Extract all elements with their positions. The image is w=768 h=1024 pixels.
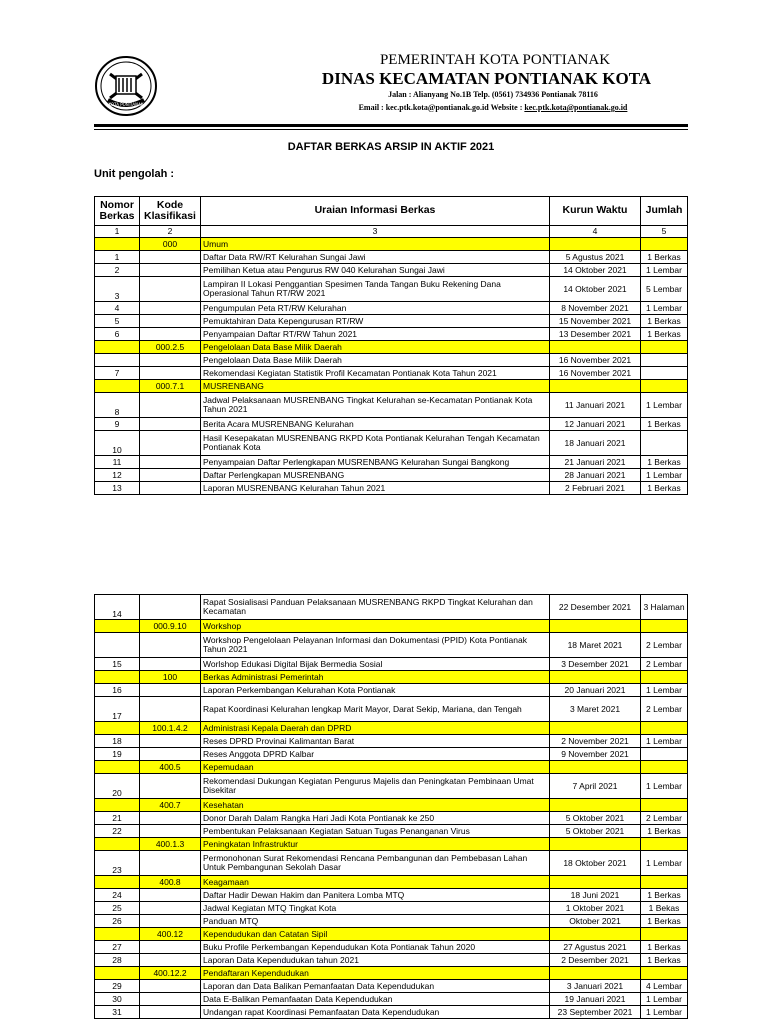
cell-uraian: Umum xyxy=(201,238,550,251)
cell-nomor xyxy=(95,799,140,812)
cell-kurun-waktu: 14 Oktober 2021 xyxy=(550,264,641,277)
cell-kode: 000.2.5 xyxy=(140,341,201,354)
cell-jumlah xyxy=(641,380,688,393)
cell-kode xyxy=(140,315,201,328)
cell-kode xyxy=(140,658,201,671)
cell-jumlah: 1 Lembar xyxy=(641,993,688,1006)
table-row xyxy=(95,774,688,799)
cell-uraian: Pengelolaan Data Base Milik Daerah xyxy=(201,341,550,354)
cell-kurun-waktu: 5 Oktober 2021 xyxy=(550,812,641,825)
cell-kode xyxy=(140,431,201,456)
cell-kode xyxy=(140,915,201,928)
cell-uraian: Berkas Administrasi Pemerintah xyxy=(201,671,550,684)
cell-nomor xyxy=(95,876,140,889)
table-row xyxy=(95,393,688,418)
table-row xyxy=(95,980,688,993)
cell-jumlah: 1 Berkas xyxy=(641,482,688,495)
classification-section-row xyxy=(95,928,688,941)
cell-kurun-waktu: 7 April 2021 xyxy=(550,774,641,799)
cell-kurun-waktu: 2 November 2021 xyxy=(550,735,641,748)
header-rule-thick xyxy=(94,124,688,127)
table-row xyxy=(95,328,688,341)
cell-uraian: Reses Anggota DPRD Kalbar xyxy=(201,748,550,761)
column-header-uraian: Uraian Informasi Berkas xyxy=(201,197,550,226)
cell-jumlah: 4 Lembar xyxy=(641,980,688,993)
cell-jumlah: 1 Berkas xyxy=(641,456,688,469)
document-title: DAFTAR BERKAS ARSIP IN AKTIF 2021 xyxy=(287,141,495,153)
classification-section-row xyxy=(95,380,688,393)
cell-jumlah: 1 Lembar xyxy=(641,774,688,799)
cell-nomor: 15 xyxy=(95,658,140,671)
cell-nomor: 17 xyxy=(95,697,140,722)
cell-nomor xyxy=(95,722,140,735)
cell-kode xyxy=(140,482,201,495)
table-row xyxy=(95,825,688,838)
cell-kurun-waktu: 9 November 2021 xyxy=(550,748,641,761)
cell-jumlah: 1 Lembar xyxy=(641,1006,688,1019)
government-name: PEMERINTAH KOTA PONTIANAK xyxy=(379,52,611,68)
cell-nomor xyxy=(95,354,140,367)
cell-kurun-waktu: 20 Januari 2021 xyxy=(550,684,641,697)
cell-jumlah: 2 Lembar xyxy=(641,658,688,671)
table-row xyxy=(95,684,688,697)
cell-jumlah: 1 Berkas xyxy=(641,954,688,967)
cell-jumlah: 1 Berkas xyxy=(641,328,688,341)
cell-kurun-waktu: 5 Oktober 2021 xyxy=(550,825,641,838)
cell-nomor: 28 xyxy=(95,954,140,967)
cell-kurun-waktu: 2 Februari 2021 xyxy=(550,482,641,495)
cell-uraian: Rapat Sosialisasi Panduan Pelaksanaan MUSRENBANG RKPD Tingkat Kelurahan dan Kecamatan xyxy=(201,595,550,620)
table-row xyxy=(95,735,688,748)
column-number: 4 xyxy=(550,226,641,238)
cell-jumlah: 2 Lembar xyxy=(641,697,688,722)
cell-jumlah xyxy=(641,967,688,980)
cell-kode: 400.7 xyxy=(140,799,201,812)
cell-kurun-waktu: 28 Januari 2021 xyxy=(550,469,641,482)
cell-kode: 100.1.4.2 xyxy=(140,722,201,735)
classification-section-row xyxy=(95,838,688,851)
table-row xyxy=(95,354,688,367)
cell-nomor: 9 xyxy=(95,418,140,431)
table-row xyxy=(95,748,688,761)
cell-kode xyxy=(140,367,201,380)
cell-jumlah: 1 Berkas xyxy=(641,315,688,328)
table-row xyxy=(95,431,688,456)
cell-kode xyxy=(140,393,201,418)
unit-label: Unit pengolah : xyxy=(94,168,175,180)
cell-jumlah: 3 Halaman xyxy=(641,595,688,620)
cell-kurun-waktu xyxy=(550,928,641,941)
cell-nomor: 7 xyxy=(95,367,140,380)
cell-uraian: Pembentukan Pelaksanaan Kegiatan Satuan Tugas Penanganan Virus xyxy=(201,825,550,838)
table-row xyxy=(95,251,688,264)
table-row xyxy=(95,941,688,954)
cell-jumlah: 2 Lembar xyxy=(641,633,688,658)
cell-nomor: 4 xyxy=(95,302,140,315)
cell-uraian: Administrasi Kepala Daerah dan DPRD xyxy=(201,722,550,735)
cell-kurun-waktu xyxy=(550,761,641,774)
cell-kurun-waktu: 18 Oktober 2021 xyxy=(550,851,641,876)
cell-nomor: 13 xyxy=(95,482,140,495)
department-name: DINAS KECAMATAN PONTIANAK KOTA xyxy=(321,69,652,88)
cell-kurun-waktu: 12 Januari 2021 xyxy=(550,418,641,431)
cell-jumlah: 1 Lembar xyxy=(641,684,688,697)
cell-kurun-waktu xyxy=(550,671,641,684)
cell-kurun-waktu: 18 Maret 2021 xyxy=(550,633,641,658)
cell-kode xyxy=(140,418,201,431)
cell-jumlah: 1 Berkas xyxy=(641,825,688,838)
cell-uraian: Kepemudaan xyxy=(201,761,550,774)
svg-text:KOTA PONTIANAK: KOTA PONTIANAK xyxy=(108,102,144,107)
cell-nomor: 22 xyxy=(95,825,140,838)
table-row xyxy=(95,954,688,967)
cell-kurun-waktu: 16 November 2021 xyxy=(550,367,641,380)
cell-nomor xyxy=(95,380,140,393)
cell-kode xyxy=(140,825,201,838)
cell-jumlah: 1 Lembar xyxy=(641,469,688,482)
column-header-kode: Kode Klasifikasi xyxy=(140,197,201,226)
cell-jumlah xyxy=(641,620,688,633)
cell-nomor xyxy=(95,838,140,851)
cell-kurun-waktu xyxy=(550,876,641,889)
website-link[interactable]: kec.ptk.kota@pontianak.go.id xyxy=(524,103,628,112)
cell-uraian: Laporan Data Kependudukan tahun 2021 xyxy=(201,954,550,967)
cell-kurun-waktu: 3 Desember 2021 xyxy=(550,658,641,671)
cell-kode xyxy=(140,902,201,915)
cell-nomor xyxy=(95,341,140,354)
cell-jumlah xyxy=(641,876,688,889)
cell-nomor: 2 xyxy=(95,264,140,277)
classification-section-row xyxy=(95,799,688,812)
cell-uraian: Pemilihan Ketua atau Pengurus RW 040 Kelurahan Sungai Jawi xyxy=(201,264,550,277)
cell-uraian: Buku Profile Perkembangan Kependudukan Kota Pontianak Tahun 2020 xyxy=(201,941,550,954)
table-row xyxy=(95,658,688,671)
cell-kode xyxy=(140,456,201,469)
cell-uraian: Hasil Kesepakatan MUSRENBANG RKPD Kota Pontianak Kelurahan Tengah Kecamatan Pontianak Kota xyxy=(201,431,550,456)
cell-jumlah: 1 Berkas xyxy=(641,418,688,431)
cell-kurun-waktu: 11 Januari 2021 xyxy=(550,393,641,418)
cell-kode xyxy=(140,1006,201,1019)
cell-nomor xyxy=(95,671,140,684)
cell-uraian: Daftar Hadir Dewan Hakim dan Panitera Lomba MTQ xyxy=(201,889,550,902)
cell-nomor: 1 xyxy=(95,251,140,264)
cell-kurun-waktu: 8 November 2021 xyxy=(550,302,641,315)
cell-kurun-waktu: 14 Oktober 2021 xyxy=(550,277,641,302)
cell-uraian: Panduan MTQ xyxy=(201,915,550,928)
cell-kurun-waktu xyxy=(550,380,641,393)
cell-nomor: 8 xyxy=(95,393,140,418)
cell-kode xyxy=(140,889,201,902)
cell-nomor: 10 xyxy=(95,431,140,456)
cell-nomor: 12 xyxy=(95,469,140,482)
cell-jumlah: 1 Bekas xyxy=(641,902,688,915)
table-row xyxy=(95,264,688,277)
table-row xyxy=(95,277,688,302)
cell-kode: 400.12.2 xyxy=(140,967,201,980)
cell-uraian: Kependudukan dan Catatan Sipil xyxy=(201,928,550,941)
table-row xyxy=(95,993,688,1006)
classification-section-row xyxy=(95,876,688,889)
cell-nomor: 29 xyxy=(95,980,140,993)
column-number: 3 xyxy=(201,226,550,238)
table-row xyxy=(95,302,688,315)
cell-uraian: Penyampaian Daftar Perlengkapan MUSRENBANG Kelurahan Sungai Bangkong xyxy=(201,456,550,469)
cell-kode xyxy=(140,812,201,825)
cell-kurun-waktu: 18 Juni 2021 xyxy=(550,889,641,902)
cell-uraian: Workshop xyxy=(201,620,550,633)
cell-nomor: 27 xyxy=(95,941,140,954)
cell-kurun-waktu: 5 Agustus 2021 xyxy=(550,251,641,264)
classification-section-row xyxy=(95,620,688,633)
cell-kurun-waktu: 15 November 2021 xyxy=(550,315,641,328)
cell-kode: 400.8 xyxy=(140,876,201,889)
cell-kurun-waktu xyxy=(550,799,641,812)
cell-uraian: Laporan MUSRENBANG Kelurahan Tahun 2021 xyxy=(201,482,550,495)
cell-jumlah: 1 Lembar xyxy=(641,264,688,277)
column-header-jumlah: Jumlah xyxy=(641,197,688,226)
cell-kurun-waktu: Oktober 2021 xyxy=(550,915,641,928)
cell-kode xyxy=(140,469,201,482)
cell-jumlah: 1 Berkas xyxy=(641,941,688,954)
classification-section-row xyxy=(95,671,688,684)
cell-nomor xyxy=(95,620,140,633)
cell-jumlah xyxy=(641,722,688,735)
cell-uraian: Jadwal Kegiatan MTQ Tingkat Kota xyxy=(201,902,550,915)
cell-nomor: 6 xyxy=(95,328,140,341)
cell-nomor: 21 xyxy=(95,812,140,825)
cell-kode xyxy=(140,633,201,658)
column-header-nomor: Nomor Berkas xyxy=(95,197,140,226)
cell-kurun-waktu: 27 Agustus 2021 xyxy=(550,941,641,954)
cell-kode xyxy=(140,954,201,967)
cell-nomor xyxy=(95,967,140,980)
cell-kode: 000.7.1 xyxy=(140,380,201,393)
cell-jumlah xyxy=(641,671,688,684)
cell-uraian: Worlshop Edukasi Digital Bijak Bermedia Sosial xyxy=(201,658,550,671)
cell-jumlah xyxy=(641,838,688,851)
cell-uraian: Pengumpulan Peta RT/RW Kelurahan xyxy=(201,302,550,315)
cell-kode xyxy=(140,735,201,748)
cell-nomor: 30 xyxy=(95,993,140,1006)
cell-kurun-waktu: 13 Desember 2021 xyxy=(550,328,641,341)
cell-nomor xyxy=(95,761,140,774)
cell-jumlah: 1 Lembar xyxy=(641,851,688,876)
cell-jumlah: 1 Berkas xyxy=(641,251,688,264)
cell-uraian: Pengelolaan Data Base Milik Daerah xyxy=(201,354,550,367)
table-row xyxy=(95,889,688,902)
table-row xyxy=(95,915,688,928)
cell-uraian: Berita Acara MUSRENBANG Kelurahan xyxy=(201,418,550,431)
cell-uraian: Donor Darah Dalam Rangka Hari Jadi Kota Pontianak ke 250 xyxy=(201,812,550,825)
cell-kode xyxy=(140,684,201,697)
classification-section-row xyxy=(95,238,688,251)
cell-jumlah: 5 Lembar xyxy=(641,277,688,302)
table-row xyxy=(95,469,688,482)
cell-kurun-waktu: 3 Januari 2021 xyxy=(550,980,641,993)
cell-kode xyxy=(140,941,201,954)
cell-kurun-waktu: 18 Januari 2021 xyxy=(550,431,641,456)
column-number: 1 xyxy=(95,226,140,238)
cell-nomor: 19 xyxy=(95,748,140,761)
cell-jumlah: 2 Lembar xyxy=(641,812,688,825)
cell-uraian: Pendaftaran Kependudukan xyxy=(201,967,550,980)
cell-kurun-waktu: 23 September 2021 xyxy=(550,1006,641,1019)
cell-uraian: Workshop Pengelolaan Pelayanan Informasi dan Dokumentasi (PPID) Kota Pontianak Tahun 2021 xyxy=(201,633,550,658)
cell-kurun-waktu xyxy=(550,722,641,735)
department-address: Jalan : Alianyang No.1B Telp. (0561) 734936 Pontianak 78116 xyxy=(388,90,598,99)
city-emblem-logo xyxy=(94,54,158,118)
table-row xyxy=(95,1006,688,1019)
table-row xyxy=(95,482,688,495)
cell-uraian: Undangan rapat Koordinasi Pemanfaatan Data Kependudukan xyxy=(201,1006,550,1019)
cell-nomor: 5 xyxy=(95,315,140,328)
cell-nomor: 24 xyxy=(95,889,140,902)
cell-kode xyxy=(140,251,201,264)
cell-jumlah xyxy=(641,238,688,251)
archive-table-page-1 xyxy=(94,196,688,495)
cell-kode xyxy=(140,328,201,341)
cell-kode xyxy=(140,774,201,799)
cell-nomor: 31 xyxy=(95,1006,140,1019)
column-number: 5 xyxy=(641,226,688,238)
email-text: Email : kec.ptk.kota@pontianak.go.id Website : xyxy=(358,103,525,112)
table-row xyxy=(95,633,688,658)
cell-kurun-waktu: 3 Maret 2021 xyxy=(550,697,641,722)
cell-uraian: Data E-Balikan Pemanfaatan Data Kependudukan xyxy=(201,993,550,1006)
classification-section-row xyxy=(95,722,688,735)
cell-jumlah: 1 Berkas xyxy=(641,889,688,902)
column-number: 2 xyxy=(140,226,201,238)
cell-jumlah xyxy=(641,367,688,380)
table-row xyxy=(95,595,688,620)
cell-jumlah: 1 Lembar xyxy=(641,302,688,315)
cell-kode xyxy=(140,993,201,1006)
cell-kurun-waktu: 1 Oktober 2021 xyxy=(550,902,641,915)
column-header-kurun-waktu: Kurun Waktu xyxy=(550,197,641,226)
cell-kode xyxy=(140,354,201,367)
cell-kurun-waktu: 22 Desember 2021 xyxy=(550,595,641,620)
table-row xyxy=(95,697,688,722)
cell-nomor: 16 xyxy=(95,684,140,697)
table-row xyxy=(95,315,688,328)
cell-jumlah: 1 Berkas xyxy=(641,915,688,928)
cell-kode xyxy=(140,980,201,993)
cell-nomor: 25 xyxy=(95,902,140,915)
cell-kode xyxy=(140,264,201,277)
cell-uraian: Penyampaian Daftar RT/RW Tahun 2021 xyxy=(201,328,550,341)
cell-kode: 400.12 xyxy=(140,928,201,941)
cell-uraian: Daftar Perlengkapan MUSRENBANG xyxy=(201,469,550,482)
cell-uraian: Permonohonan Surat Rekomendasi Rencana Pembangunan dan Pembebasan Lahan Untuk Pembangunan Sekolah Dasar xyxy=(201,851,550,876)
cell-kode xyxy=(140,851,201,876)
cell-uraian: Laporan Perkembangan Kelurahan Kota Pontianak xyxy=(201,684,550,697)
table-row xyxy=(95,367,688,380)
cell-kode: 400.5 xyxy=(140,761,201,774)
cell-kode xyxy=(140,748,201,761)
cell-nomor: 26 xyxy=(95,915,140,928)
cell-kode: 400.1.3 xyxy=(140,838,201,851)
cell-uraian: Rapat Koordinasi Kelurahan lengkap Marit Mayor, Darat Sekip, Mariana, dan Tengah xyxy=(201,697,550,722)
cell-uraian: Laporan dan Data Balikan Pemanfaatan Data Kependudukan xyxy=(201,980,550,993)
cell-uraian: Rekomendasi Kegiatan Statistik Profil Kecamatan Pontianak Kota Tahun 2021 xyxy=(201,367,550,380)
cell-kode: 100 xyxy=(140,671,201,684)
cell-jumlah xyxy=(641,354,688,367)
department-contact xyxy=(168,103,768,112)
cell-nomor: 23 xyxy=(95,851,140,876)
cell-kurun-waktu xyxy=(550,620,641,633)
cell-uraian: Lampiran II Lokasi Penggantian Spesimen Tanda Tangan Buku Rekening Dana Operasional Tahun RT/RW 2021 xyxy=(201,277,550,302)
cell-uraian: Peningkatan Infrastruktur xyxy=(201,838,550,851)
cell-uraian: Reses DPRD Provinai Kalimantan Barat xyxy=(201,735,550,748)
archive-table-page-2 xyxy=(94,594,688,1019)
cell-kode: 000 xyxy=(140,238,201,251)
cell-kode: 000.9.10 xyxy=(140,620,201,633)
cell-uraian: Daftar Data RW/RT Kelurahan Sungai Jawi xyxy=(201,251,550,264)
cell-nomor xyxy=(95,928,140,941)
cell-kurun-waktu xyxy=(550,341,641,354)
table-row xyxy=(95,456,688,469)
header-rule-thin xyxy=(94,129,688,130)
table-row xyxy=(95,902,688,915)
cell-kode xyxy=(140,697,201,722)
table-row xyxy=(95,418,688,431)
cell-kurun-waktu: 16 November 2021 xyxy=(550,354,641,367)
classification-section-row xyxy=(95,341,688,354)
cell-uraian: Rekomendasi Dukungan Kegiatan Pengurus Majelis dan Peningkatan Pembinaan Umat Disekitar xyxy=(201,774,550,799)
cell-nomor: 11 xyxy=(95,456,140,469)
cell-kurun-waktu xyxy=(550,238,641,251)
cell-jumlah xyxy=(641,928,688,941)
cell-nomor: 14 xyxy=(95,595,140,620)
cell-kode xyxy=(140,595,201,620)
cell-nomor xyxy=(95,238,140,251)
cell-kurun-waktu xyxy=(550,838,641,851)
cell-jumlah xyxy=(641,748,688,761)
cell-jumlah xyxy=(641,431,688,456)
cell-kurun-waktu: 19 Januari 2021 xyxy=(550,993,641,1006)
cell-jumlah: 1 Lembar xyxy=(641,735,688,748)
cell-jumlah: 1 Lembar xyxy=(641,393,688,418)
cell-kode xyxy=(140,277,201,302)
table-row xyxy=(95,851,688,876)
cell-kurun-waktu xyxy=(550,967,641,980)
cell-jumlah xyxy=(641,761,688,774)
cell-jumlah xyxy=(641,341,688,354)
cell-nomor xyxy=(95,633,140,658)
cell-nomor: 3 xyxy=(95,277,140,302)
cell-kurun-waktu: 21 Januari 2021 xyxy=(550,456,641,469)
cell-nomor: 20 xyxy=(95,774,140,799)
cell-uraian: Jadwal Pelaksanaan MUSRENBANG Tingkat Kelurahan se-Kecamatan Pontianak Kota Tahun 2021 xyxy=(201,393,550,418)
cell-nomor: 18 xyxy=(95,735,140,748)
cell-uraian: MUSRENBANG xyxy=(201,380,550,393)
cell-uraian: Keagamaan xyxy=(201,876,550,889)
cell-jumlah xyxy=(641,799,688,812)
cell-kode xyxy=(140,302,201,315)
cell-kurun-waktu: 2 Desember 2021 xyxy=(550,954,641,967)
classification-section-row xyxy=(95,967,688,980)
cell-uraian: Kesehatan xyxy=(201,799,550,812)
classification-section-row xyxy=(95,761,688,774)
cell-uraian: Pemuktahiran Data Kepengurusan RT/RW xyxy=(201,315,550,328)
table-row xyxy=(95,812,688,825)
